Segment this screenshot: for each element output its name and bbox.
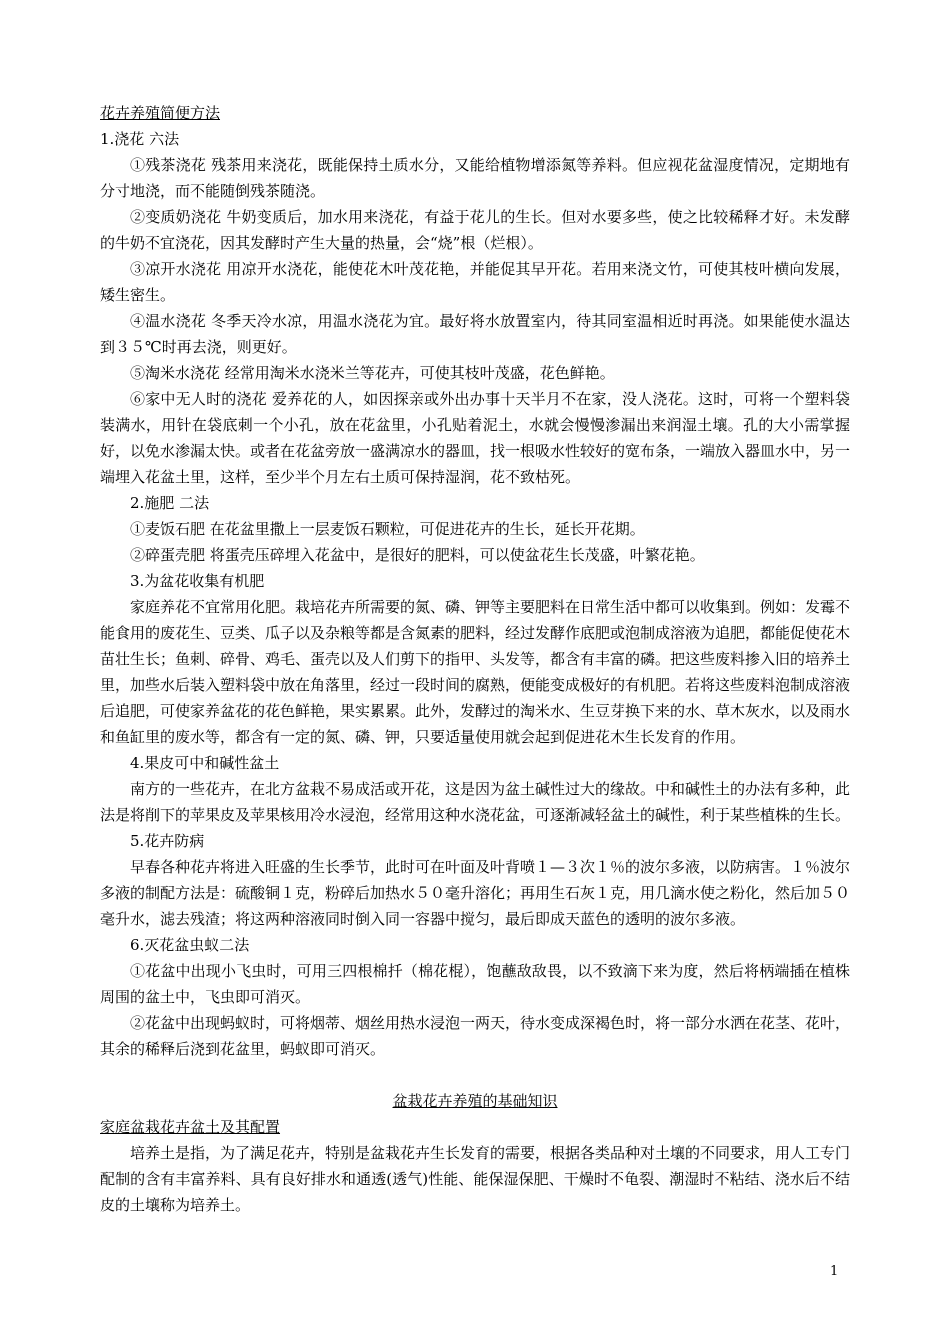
- disease-text: 早春各种花卉将进入旺盛的生长季节，此时可在叶面及叶背喷１—３次１％的波尔多液，以防病害。１％波尔多液的制配方法是：硫酸铜１克，粉碎后加热水５０毫升溶化；再用生石灰１克，用几滴水使之粉化，然后加５０毫升水，滤去残渣；将这两种溶液同时倒入同一容器中搅匀，最后即成天蓝色的透明的波尔多液。: [100, 858, 851, 928]
- section-heading-disease: 5.花卉防病: [130, 832, 205, 850]
- watering-item-6: ⑥家中无人时的浇花 爱养花的人，如因探亲或外出办事十天半月不在家，没人浇花。这时，可将一个塑料袋装满水，用针在袋底刺一个小孔，放在花盆里，小孔贴着泥土，水就会慢慢渗漏出来润湿土壤。孔的大小需掌握好，以免水渗漏太快。或者在花盆旁放一盛满凉水的器皿，找一根吸水性较好的宽布条，一端放入器皿水中，另一端埋入花盆土里，这样，至少半个月左右土质可保持湿润，花不致枯死。: [100, 390, 851, 486]
- fertilizing-item-1: ①麦饭石肥 在花盆里撒上一层麦饭石颗粒，可促进花卉的生长，延长开花期。: [130, 520, 645, 538]
- section-heading-alkaline: 4.果皮可中和碱性盆土: [130, 754, 280, 772]
- page-number: 1: [830, 1264, 839, 1279]
- section-heading-organic: 3.为盆花收集有机肥: [130, 572, 265, 590]
- section-heading-fertilizing: 2.施肥 二法: [130, 494, 210, 512]
- section2-text: 培养土是指，为了满足花卉，特别是盆栽花卉生长发育的需要，根据各类品种对土壤的不同要求，用人工专门配制的含有丰富养料、具有良好排水和通透(透气)性能、能保湿保肥、干燥时不龟裂、潮湿时不粘结、浇水后不结皮的土壤称为培养土。: [100, 1144, 851, 1214]
- watering-item-3: ③凉开水浇花 用凉开水浇花，能使花木叶茂花艳，并能促其早开花。若用来浇文竹，可使其枝叶横向发展，矮生密生。: [100, 260, 850, 304]
- watering-item-5: ⑤淘米水浇花 经常用淘米水浇米兰等花卉，可使其枝叶茂盛，花色鲜艳。: [130, 364, 615, 382]
- section2-title: 盆栽花卉养殖的基础知识: [392, 1092, 558, 1110]
- document-page: [100, 100, 850, 1218]
- section-heading-watering: 1.浇花 六法: [100, 130, 180, 148]
- fertilizing-item-2: ②碎蛋壳肥 将蛋壳压碎埋入花盆中，是很好的肥料，可以使盆花生长茂盛，叶繁花艳。: [130, 546, 705, 564]
- pests-item-1: ①花盆中出现小飞虫时，可用三四根棉扦（棉花棍），饱蘸敌敌畏，以不致滴下来为度，然后将柄端插在植株周围的盆土中，飞虫即可消灭。: [100, 962, 850, 1006]
- section2-subtitle: 家庭盆栽花卉盆土及其配置: [100, 1118, 281, 1136]
- watering-item-4: ④温水浇花 冬季天冷水凉，用温水浇花为宜。最好将水放置室内，待其同室温相近时再浇。如果能使水温达到３５℃时再去浇，则更好。: [100, 312, 850, 356]
- section-heading-pests: 6.灭花盆虫蚁二法: [130, 936, 250, 954]
- alkaline-text: 南方的一些花卉，在北方盆栽不易成活或开花，这是因为盆土碱性过大的缘故。中和碱性土的办法有多种，此法是将削下的苹果皮及苹果核用冷水浸泡，经常用这种水浇花盆，可逐渐减轻盆土的碱性，利于某些植株的生长。: [100, 780, 851, 824]
- section-spacer: [100, 1062, 850, 1088]
- organic-text: 家庭养花不宜常用化肥。栽培花卉所需要的氮、磷、钾等主要肥料在日常生活中都可以收集到。例如：发霉不能食用的废花生、豆类、瓜子以及杂粮等都是含氮素的肥料，经过发酵作底肥或泡制成溶液为追肥，都能促使花木苗壮生长；鱼刺、碎骨、鸡毛、蛋壳以及人们剪下的指甲、头发等，都含有丰富的磷。把这些废料掺入旧的培养土里，加些水后装入塑料袋中放在角落里，经过一段时间的腐熟，便能变成极好的有机肥。若将这些废料泡制成溶液后追肥，可使家养盆花的花色鲜艳，果实累累。此外，发酵过的淘米水、生豆芽换下来的水、草木灰水，以及雨水和鱼缸里的废水等，都含有一定的氮、磷、钾，只要适量使用就会起到促进花木生长发育的作用。: [100, 598, 851, 746]
- watering-item-1: ①残茶浇花 残茶用来浇花，既能保持土质水分，又能给植物增添氮等养料。但应视花盆湿度情况，定期地有分寸地浇，而不能随倒残茶随浇。: [100, 156, 850, 200]
- document-title: 花卉养殖简便方法: [100, 104, 221, 122]
- watering-item-2: ②变质奶浇花 牛奶变质后，加水用来浇花，有益于花儿的生长。但对水要多些，使之比较稀释才好。未发酵的牛奶不宜浇花，因其发酵时产生大量的热量，会“烧”根（烂根）。: [100, 208, 850, 252]
- pests-item-2: ②花盆中出现蚂蚁时，可将烟蒂、烟丝用热水浸泡一两天，待水变成深褐色时，将一部分水洒在花茎、花叶，其余的稀释后浇到花盆里，蚂蚁即可消灭。: [100, 1014, 851, 1058]
